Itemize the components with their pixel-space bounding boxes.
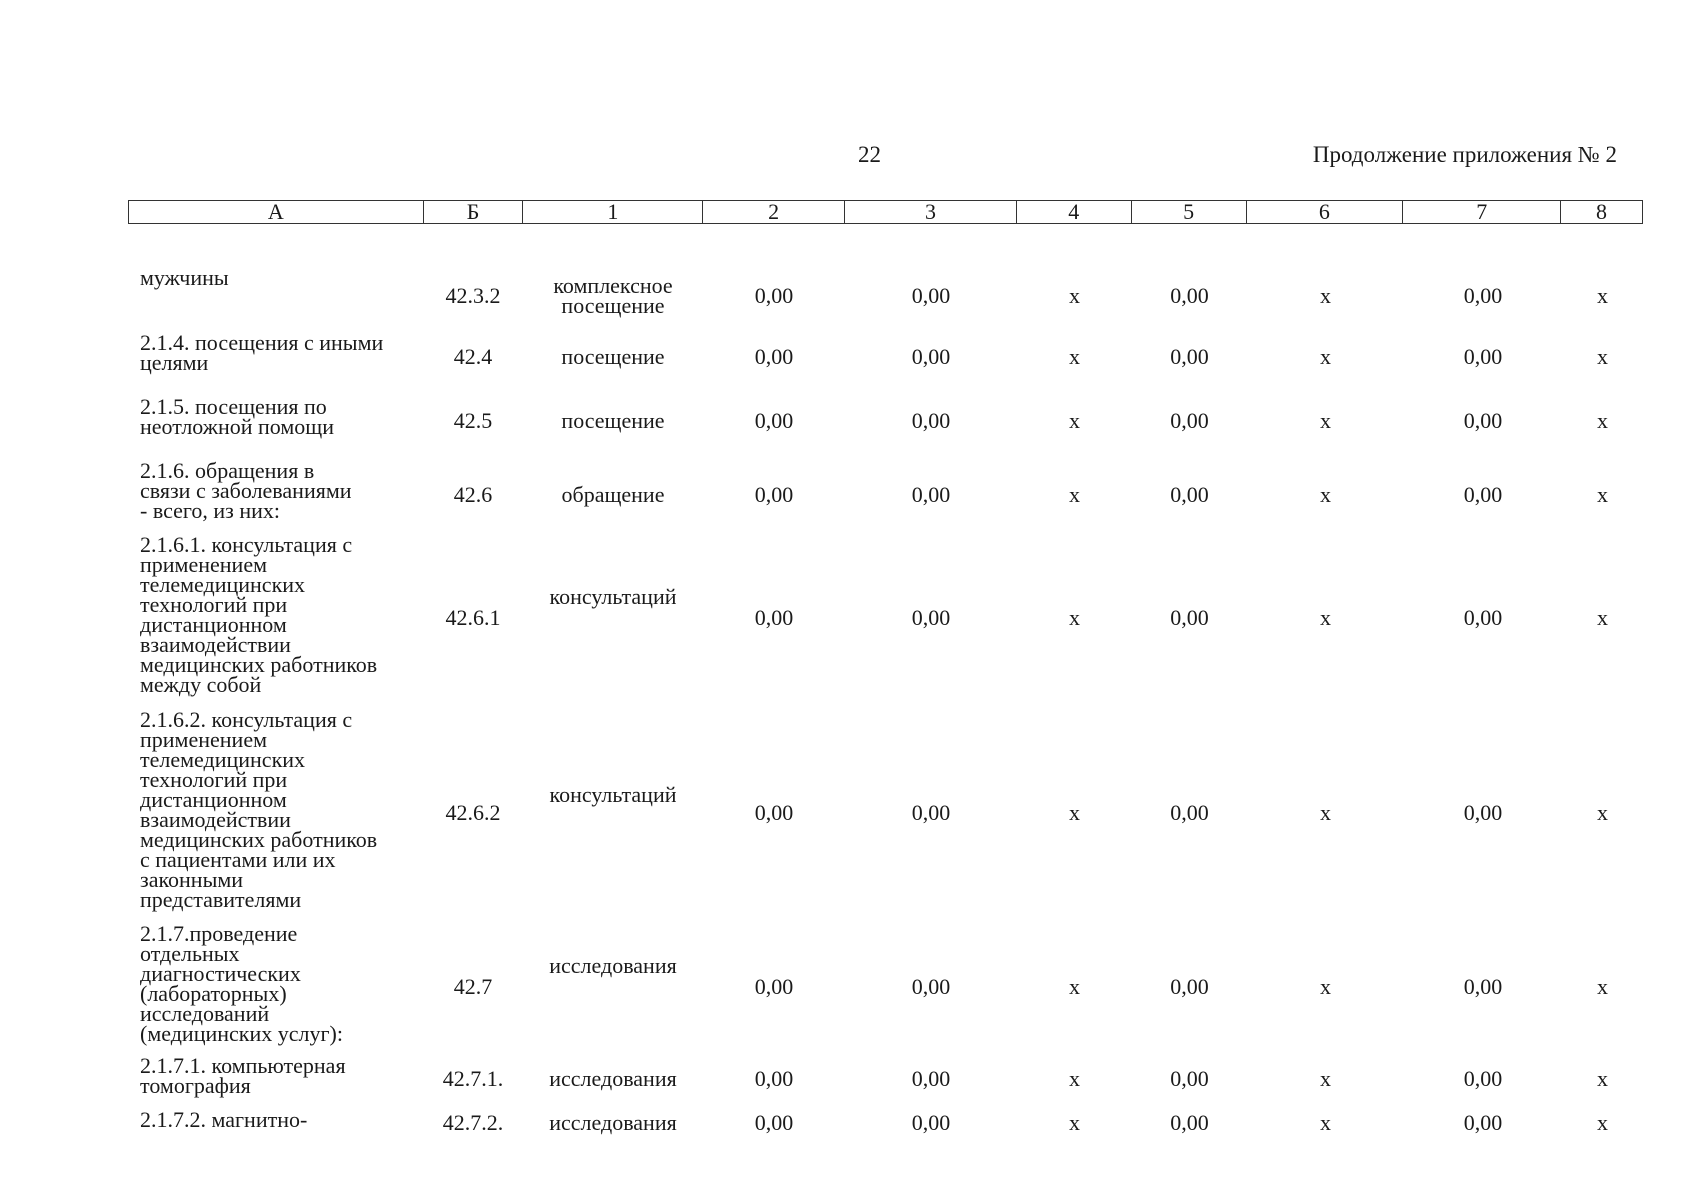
row-col-2: 0,00 <box>754 1066 794 1091</box>
table-row <box>128 330 1643 381</box>
row-col-6: х <box>1320 408 1331 433</box>
row-col-3: 0,00 <box>911 1110 951 1135</box>
table-row <box>128 394 1643 445</box>
row-name: 2.1.5. посещения по неотложной помощи <box>140 394 334 439</box>
row-col-5: 0,00 <box>1170 282 1209 308</box>
row-col-7: 0,00 <box>1463 482 1503 507</box>
row-col-5: 0,00 <box>1170 482 1209 507</box>
row-col-2: 0,00 <box>754 482 794 507</box>
row-code: 42.7.1. <box>442 1066 504 1091</box>
row-col-8: х <box>1597 604 1608 630</box>
row-col-4: х <box>1069 482 1080 507</box>
table-row <box>128 1107 1643 1136</box>
row-col-2: 0,00 <box>754 344 794 369</box>
row-col-8: х <box>1597 799 1608 825</box>
row-col-7: 0,00 <box>1463 408 1503 433</box>
row-col-6: х <box>1320 604 1331 630</box>
column-header-a: А <box>129 201 424 223</box>
row-col-4: х <box>1069 973 1080 999</box>
row-unit: комплексное посещение <box>553 272 673 318</box>
row-col-5: 0,00 <box>1170 344 1209 369</box>
row-col-3: 0,00 <box>911 1066 951 1091</box>
row-code: 42.6.1 <box>445 604 501 630</box>
row-name: 2.1.7.проведение отдельных диагностических (лабораторных) исследований (медицинских услуг): <box>140 921 343 1046</box>
column-header-6: 6 <box>1247 201 1404 223</box>
row-col-3: 0,00 <box>911 282 951 308</box>
row-col-4: х <box>1069 604 1080 630</box>
row-col-5: 0,00 <box>1170 604 1209 630</box>
row-unit: консультаций <box>549 782 677 807</box>
appendix-note: Продолжение приложения № 2 <box>1312 142 1617 167</box>
row-col-4: х <box>1069 1110 1080 1135</box>
row-col-3: 0,00 <box>911 344 951 369</box>
row-col-3: 0,00 <box>911 408 951 433</box>
row-col-3: 0,00 <box>911 799 951 825</box>
row-code: 42.6.2 <box>445 799 501 825</box>
row-col-5: 0,00 <box>1170 799 1209 825</box>
row-unit: обращение <box>561 482 665 507</box>
table-row <box>128 265 1643 323</box>
row-name: 2.1.6.1. консультация с применением телемедицинских технологий при дистанционном взаимодействии медицинских работников между собой <box>140 532 378 697</box>
row-col-6: х <box>1320 973 1331 999</box>
row-col-7: 0,00 <box>1463 973 1503 999</box>
row-unit: посещение <box>561 344 665 369</box>
row-col-2: 0,00 <box>754 1110 794 1135</box>
row-col-6: х <box>1320 799 1331 825</box>
row-unit: посещение <box>561 408 665 433</box>
row-unit: исследования <box>549 1110 677 1135</box>
row-col-8: х <box>1597 408 1608 433</box>
row-col-7: 0,00 <box>1463 282 1503 308</box>
row-code: 42.4 <box>453 344 493 369</box>
row-col-8: х <box>1597 282 1608 308</box>
column-header-3: 3 <box>845 201 1017 223</box>
row-col-7: 0,00 <box>1463 604 1503 630</box>
row-col-3: 0,00 <box>911 973 951 999</box>
column-header-8: 8 <box>1596 199 1608 224</box>
row-col-7: 0,00 <box>1463 344 1503 369</box>
row-name: 2.1.4. посещения с иными целями <box>140 330 384 375</box>
row-col-4: х <box>1069 799 1080 825</box>
column-header-5: 5 <box>1132 201 1247 223</box>
column-header-b: Б <box>424 201 524 223</box>
row-col-4: х <box>1069 408 1080 433</box>
row-col-8: х <box>1597 482 1608 507</box>
row-col-6: х <box>1320 282 1331 308</box>
row-col-5: 0,00 <box>1170 408 1209 433</box>
row-col-6: х <box>1320 344 1331 369</box>
row-col-5: 0,00 <box>1170 973 1209 999</box>
row-col-4: х <box>1069 344 1080 369</box>
row-code: 42.7.2. <box>442 1110 504 1135</box>
row-col-6: х <box>1320 1110 1331 1135</box>
table-row <box>128 532 1643 700</box>
table-row <box>128 458 1643 529</box>
row-col-2: 0,00 <box>754 973 794 999</box>
row-col-7: 0,00 <box>1463 1066 1503 1091</box>
column-header-7: 7 <box>1403 201 1561 223</box>
row-col-8: х <box>1597 973 1608 999</box>
row-col-5: 0,00 <box>1170 1066 1209 1091</box>
row-name: мужчины <box>140 265 229 290</box>
row-unit: исследования <box>549 1066 677 1091</box>
row-col-2: 0,00 <box>754 282 794 308</box>
column-header-4: 4 <box>1017 201 1132 223</box>
row-code: 42.7 <box>453 973 493 999</box>
page-number: 22 <box>858 142 881 167</box>
row-col-2: 0,00 <box>754 408 794 433</box>
row-code: 42.3.2 <box>445 282 501 308</box>
table-row <box>128 921 1643 1049</box>
row-name: 2.1.6. обращения в связи с заболеваниями - всего, из них: <box>140 458 352 523</box>
row-col-6: х <box>1320 482 1331 507</box>
table-row <box>128 707 1643 915</box>
row-name: 2.1.6.2. консультация с применением телемедицинских технологий при дистанционном взаимодействии медицинских работников с пациентами или их законными представителями <box>140 707 378 912</box>
row-code: 42.6 <box>453 482 493 507</box>
row-col-7: 0,00 <box>1463 1110 1503 1135</box>
row-col-3: 0,00 <box>911 604 951 630</box>
row-unit: исследования <box>549 953 677 978</box>
row-col-2: 0,00 <box>754 799 794 825</box>
row-code: 42.5 <box>453 408 493 433</box>
row-unit: консультаций <box>549 584 677 609</box>
row-name: 2.1.7.1. компьютерная томография <box>140 1053 346 1098</box>
row-name: 2.1.7.2. магнитно- <box>140 1107 308 1132</box>
row-col-8: х <box>1597 344 1608 369</box>
row-col-8: х <box>1597 1110 1608 1135</box>
row-col-5: 0,00 <box>1170 1110 1209 1135</box>
column-header-1: 1 <box>523 201 703 223</box>
row-col-4: х <box>1069 282 1080 308</box>
row-col-7: 0,00 <box>1463 799 1503 825</box>
table-row <box>128 1053 1643 1102</box>
row-col-6: х <box>1320 1066 1331 1091</box>
row-col-8: х <box>1597 1066 1608 1091</box>
row-col-2: 0,00 <box>754 604 794 630</box>
column-header-2: 2 <box>703 201 845 223</box>
row-col-3: 0,00 <box>911 482 951 507</box>
row-col-4: х <box>1069 1066 1080 1091</box>
